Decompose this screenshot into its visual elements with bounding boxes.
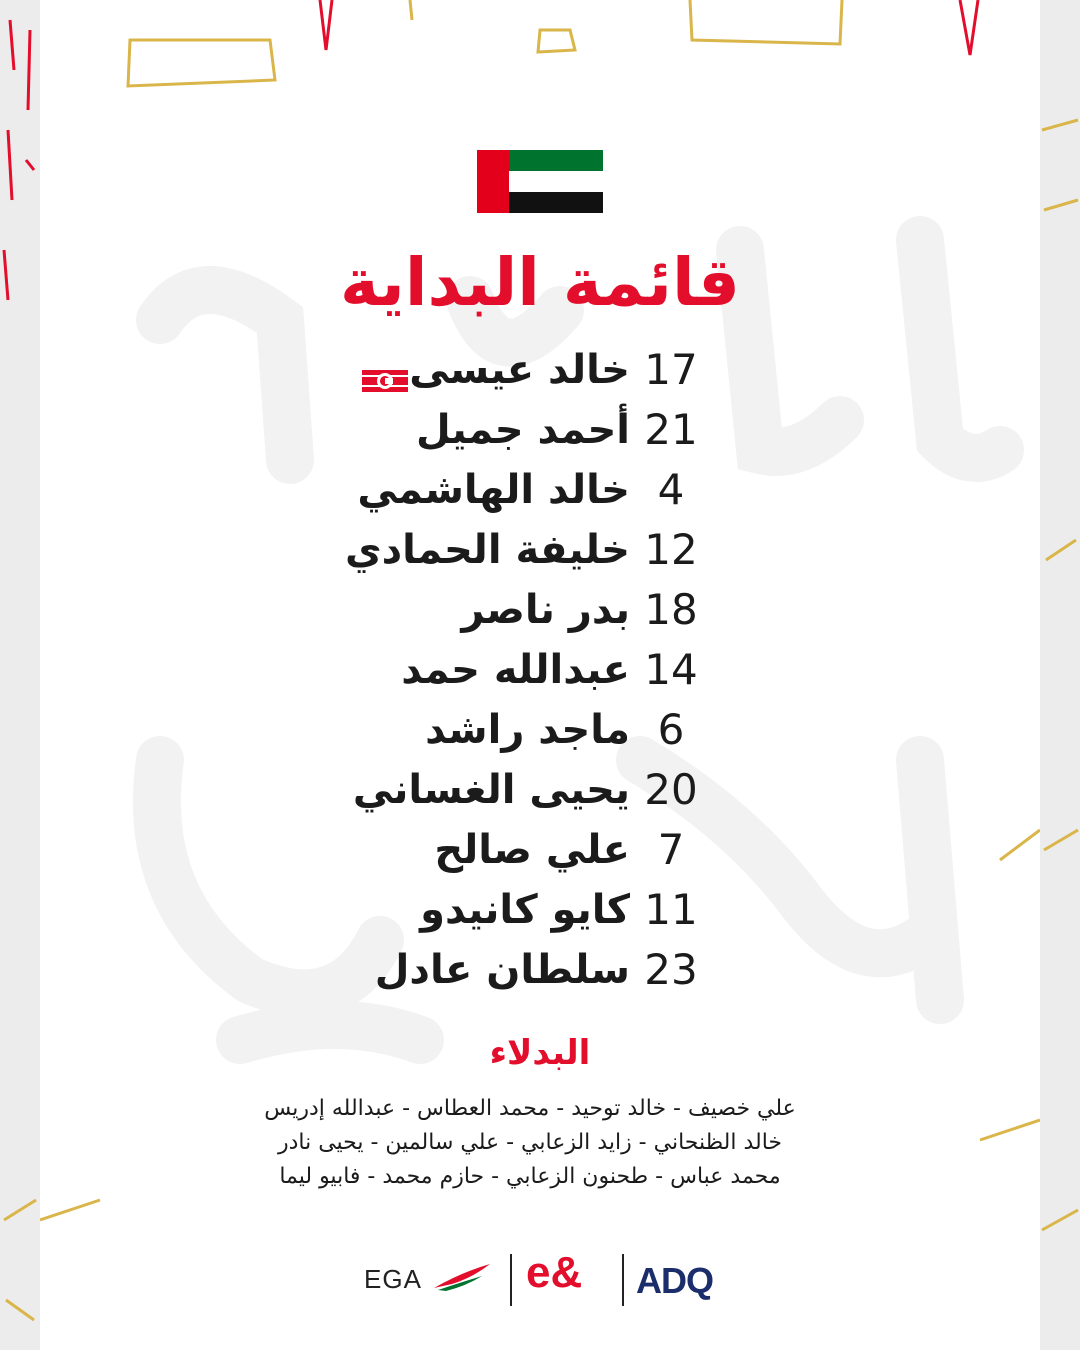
- player-number: 18: [644, 585, 698, 634]
- page-title: قائمة البداية: [340, 244, 740, 321]
- substitutes-line: خالد الظنحاني - زايد الزعابي - علي سالمين - يحيى نادر: [277, 1130, 783, 1155]
- player-number: 17: [644, 345, 698, 394]
- player-number: 14: [644, 645, 698, 694]
- player-row: [40, 940, 1040, 1000]
- player-name: خالد الهاشمي: [357, 467, 630, 513]
- e-and-logo: e&: [526, 1248, 583, 1297]
- adq-logo: ADQ: [636, 1260, 713, 1301]
- sponsor-logos: [360, 1248, 740, 1308]
- lineup-card: [40, 0, 1040, 1350]
- ega-logo: EGA: [364, 1264, 422, 1294]
- substitutes-line: علي خصيف - خالد توحيد - محمد العطاس - عبدالله إدريس: [264, 1096, 796, 1121]
- player-name: خليفة الحمادي: [344, 527, 630, 573]
- player-number: 11: [644, 885, 698, 934]
- player-number: 12: [644, 525, 698, 574]
- player-number: 6: [657, 705, 685, 754]
- player-name: سلطان عادل: [374, 947, 630, 993]
- player-name: ماجد راشد: [425, 707, 630, 753]
- sponsor-divider: [510, 1254, 512, 1306]
- ega-swoosh-icon: [432, 1262, 492, 1292]
- player-number: 21: [644, 405, 698, 454]
- player-name: بدر ناصر: [461, 587, 630, 633]
- player-row: [40, 400, 1040, 460]
- player-name: علي صالح: [434, 827, 630, 873]
- player-row: [40, 580, 1040, 640]
- player-row: [40, 760, 1040, 820]
- player-row: [40, 700, 1040, 760]
- player-name: خالد عيسى: [409, 347, 630, 393]
- player-name: أحمد جميل: [415, 407, 630, 453]
- player-row: [40, 520, 1040, 580]
- uae-flag: [477, 150, 603, 213]
- player-number: 23: [644, 945, 698, 994]
- substitutes-title: البدلاء: [489, 1033, 591, 1073]
- player-name: عبدالله حمد: [401, 647, 630, 693]
- sponsor-divider: [622, 1254, 624, 1306]
- player-row: [40, 820, 1040, 880]
- player-name: كايو كانيدو: [420, 887, 630, 933]
- player-row: [40, 340, 1040, 400]
- player-number: 4: [657, 465, 685, 514]
- player-name: يحيى الغساني: [352, 767, 630, 813]
- right-side-pattern: [1040, 0, 1080, 1350]
- substitutes-line: محمد عباس - طحنون الزعابي - حازم محمد - فابيو ليما: [279, 1164, 781, 1189]
- player-number: 7: [657, 825, 685, 874]
- left-side-pattern: [0, 0, 40, 1350]
- player-row: [40, 640, 1040, 700]
- player-row: [40, 460, 1040, 520]
- player-number: 20: [644, 765, 698, 814]
- player-row: [40, 880, 1040, 940]
